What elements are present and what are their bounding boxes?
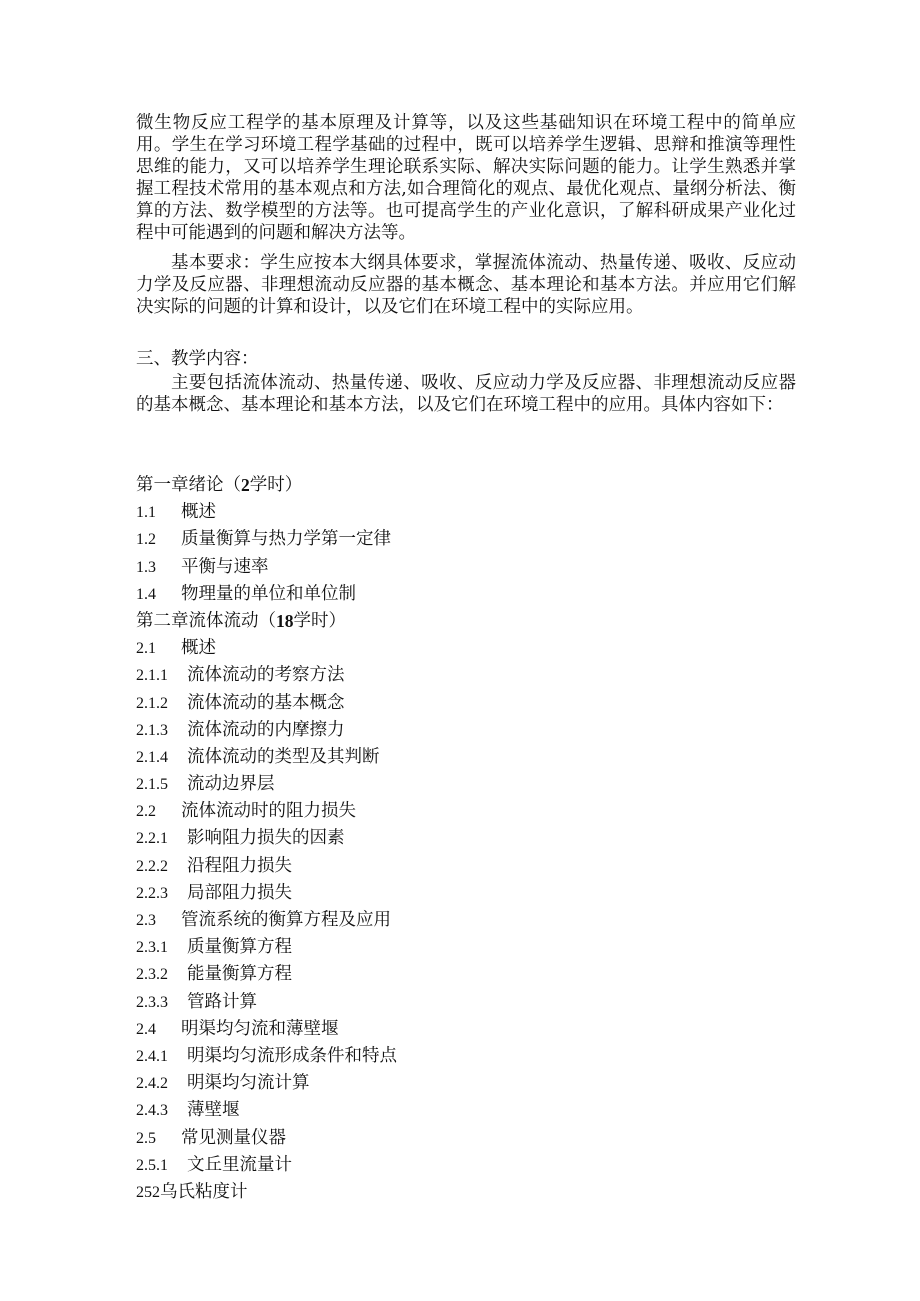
- content-intro-paragraph: 主要包括流体流动、热量传递、吸收、反应动力学及反应器、非理想流动反应器的基本概念、基本理论和基本方法，以及它们在环境工程中的应用。具体内容如下：: [136, 373, 796, 415]
- outline-item: 2.5 常见测量仪器: [136, 1127, 286, 1148]
- outline-item: 2.4.3 薄壁堰: [136, 1100, 240, 1121]
- outline-item: 2.4.1 明渠均匀流形成条件和特点: [136, 1045, 397, 1066]
- outline-item: 1.2 质量衡算与热力学第一定律: [136, 529, 391, 550]
- outline-item: 252 乌氏粘度计: [136, 1181, 248, 1202]
- outline-item: 2.1.5 流动边界层: [136, 774, 275, 795]
- outline-item: 2.1.2 流体流动的基本概念: [136, 692, 345, 713]
- outline-item: 1.3 平衡与速率: [136, 556, 269, 577]
- outline-item: 2.2 流体流动时的阻力损失: [136, 801, 356, 822]
- outline-item: 1.4 物理量的单位和单位制: [136, 583, 356, 604]
- outline-item: 2.5.1 文丘里流量计: [136, 1154, 292, 1175]
- outline-item: 2.3 管流系统的衡算方程及应用: [136, 910, 391, 930]
- outline-item: 2.1.1 流体流动的考察方法: [136, 665, 345, 686]
- outline-item: 2.4 明渠均匀流和薄壁堰: [136, 1018, 339, 1039]
- outline-item: 2.3.1 质量衡算方程: [136, 937, 292, 958]
- outline-item: 2.1.4 流体流动的类型及其判断: [136, 746, 380, 767]
- section-heading: 三、教学内容：: [136, 349, 259, 369]
- chapter-heading: 第一章绪论（ 2 学时）: [136, 475, 303, 495]
- outline-item: 2.2.1 影响阻力损失的因素: [136, 828, 345, 849]
- outline-item: 2.2.3 局部阻力损失: [136, 882, 292, 903]
- requirements-paragraph: 基本要求：学生应按本大纲具体要求，掌握流体流动、热量传递、吸收、反应动力学及反应器、非理想流动反应器的基本概念、基本理论和基本方法。并应用它们解决实际的问题的计算和设计，以及它们在环境工程中的实际应用。: [136, 253, 796, 317]
- outline-item: 2.1.3 流体流动的内摩擦力: [136, 719, 345, 740]
- chapter-heading: 第二章流体流动（ 18 学时）: [136, 610, 346, 631]
- outline-item: 2.3.2 能量衡算方程: [136, 964, 292, 985]
- outline-item: 2.2.2 沿程阻力损失: [136, 855, 292, 876]
- outline-item: 1.1 概述: [136, 502, 216, 523]
- outline-item: 2.1 概述: [136, 638, 216, 659]
- outline-item: 2.3.3 管路计算: [136, 991, 257, 1012]
- outline-item: 2.4.2 明渠均匀流计算: [136, 1073, 310, 1094]
- intro-paragraph: 微生物反应工程学的基本原理及计算等，以及这些基础知识在环境工程中的简单应用。学生在学习环境工程学基础的过程中，既可以培养学生逻辑、思辩和推演等理性思维的能力，又可以培养学生理论联系实际、解决实际问题的能力。让学生熟悉并掌握工程技术常用的基本观点和方法,如合理简化的观点、最优化观点、量纲分析法、衡算的方法、数学模型的方法等。也可提高学生的产业化意识，了解科研成果产业化过程中可能遇到的问题和解决方法等。: [136, 113, 796, 243]
- syllabus-outline: [136, 472, 796, 1206]
